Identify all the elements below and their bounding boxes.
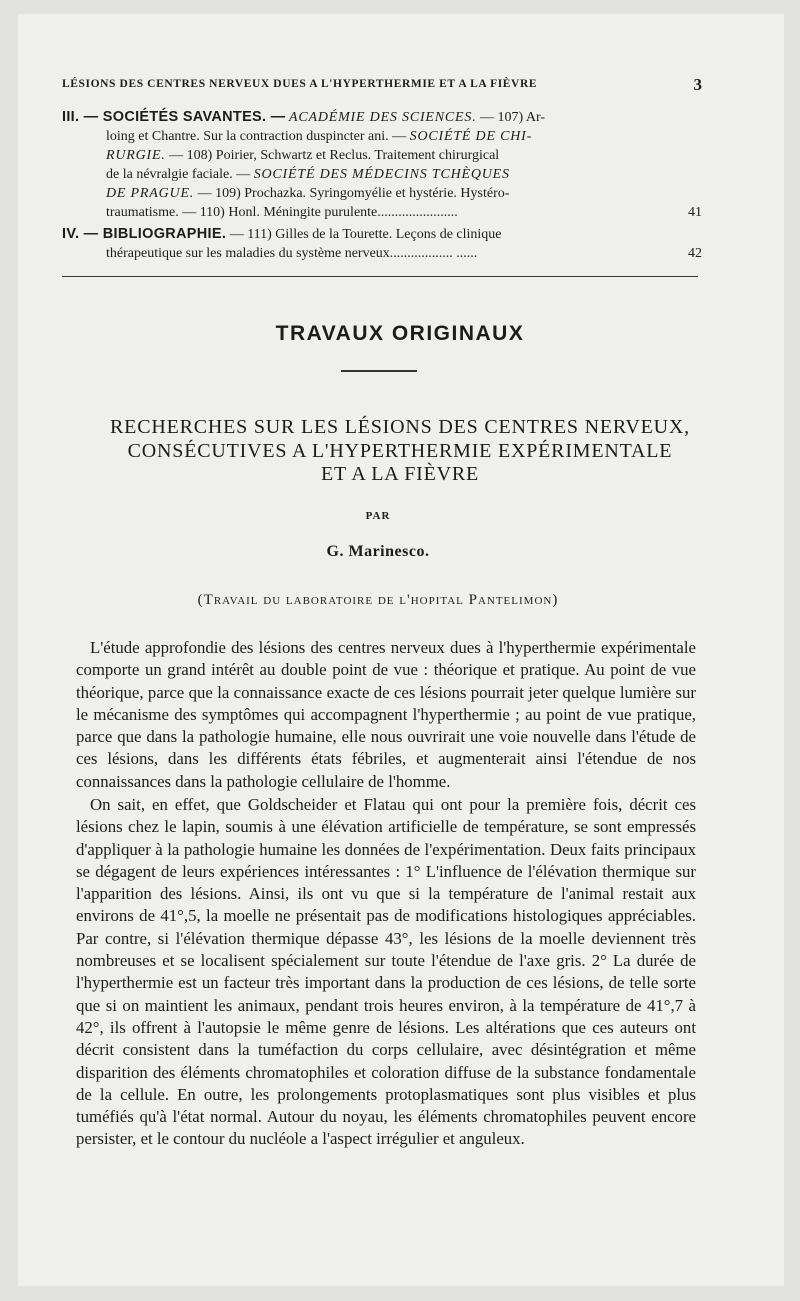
toc-section-4 <box>62 225 702 263</box>
toc-entry-text: — 111) Gilles de la Tourette. Leçons de clinique <box>229 227 502 242</box>
toc-entry-text: thérapeutique sur les maladies du système nerveux.................. ...... <box>106 246 478 261</box>
affiliation <box>0 592 756 609</box>
toc-entry-text: de la névralgie faciale. — <box>106 167 251 182</box>
toc-entry-text: — 108) Poirier, Schwartz et Reclus. Traitement chirurgical <box>169 148 500 163</box>
byline-par: PAR <box>365 510 391 522</box>
toc-line <box>62 127 702 146</box>
toc-line <box>62 203 702 222</box>
toc-section-3 <box>62 108 702 222</box>
toc-line <box>62 225 702 244</box>
paragraph-text: L'étude approfondie des lésions des centres nerveux dues à l'hyperthermie expérimentale comporte un grand intérêt au double point de vue : théorique et pratique. Au point de vue théorique, parce que la connaissance exacte de ces lésions pourrait jeter quelque lumière sur le mécanisme des symptômes qui accompagnent l'hyperthermie ; au point de vue pratique, parce que dans la pathologie humaine, elle nous ouvrirait une voie nouvelle dans l'étude de ces lésions, dans les différents états fébriles, et augmenterait ainsi l'étendue de nos connaissances dans la pathologie cellulaire de l'homme. <box>76 638 696 791</box>
toc-entry-text: loing et Chantre. Sur la contraction duspincter ani. — <box>106 129 407 144</box>
title-rule <box>341 370 417 372</box>
toc-society: SOCIÉTÉ DE CHI- <box>409 129 533 144</box>
toc-society: ACADÉMIE DES SCIENCES. <box>288 110 477 125</box>
body-paragraph <box>76 637 696 793</box>
toc-line <box>62 165 702 184</box>
toc-section-label: IV. — BIBLIOGRAPHIE. <box>62 226 227 242</box>
paragraph-text: On sait, en effet, que Goldscheider et Flatau qui ont pour la première fois, décrit ces lésions chez le lapin, soumis à une élévation artificielle de température, se sont empressés d'appliquer à la pathologie humaine les données de l'expérimentation. Deux faits principaux se dégagent de leurs expériences intéressantes : 1° L'influence de l'élévation thermique sur l'apparition des lésions. Ainsi, ils ont vu que si la température de l'animal restait aux environs de 41°,5, la moelle ne présentait pas de modifications histologiques appréciables. Par contre, si l'élévation thermique dépasse 43°, les lésions de la moelle deviennent très nombreuses et se localisent spécialement sur toute l'étendue de l'axe gris. 2° La durée de l'hyperthermie est un facteur très important dans la production de ces lésions, de telle sorte que si on maintient les animaux, pendant trois heures environ, à la température de 41°,7 à 42°, ils offrent à l'autopsie le même genre de lésions. Les altérations que ces auteurs ont décrit consistent dans la tuméfaction du corps cellulaire, avec désintégration et même disparition des éléments chromatophiles et coloration diffuse de la substance fondamentale de la cellule. En outre, les prolongements protoplasmatiques sont plus visibles et plus tuméfiés qu'à l'état normal. Autour du noyau, les éléments chromatophiles peuvent encore persister, et le contour du nucléole a l'aspect irrégulier et anguleux. <box>76 795 696 1149</box>
running-title: LÉSIONS DES CENTRES NERVEUX DUES A L'HYPERTHERMIE ET A LA FIÈVRE <box>62 78 538 90</box>
section-title: TRAVAUX ORIGINAUX <box>275 322 525 345</box>
running-header <box>62 75 702 94</box>
author-name: G. Marinesco. <box>326 543 430 560</box>
toc-section-label: III. — SOCIÉTÉS SAVANTES. — <box>62 109 286 125</box>
toc-society: RURGIE. <box>106 148 166 163</box>
page-number: 3 <box>693 75 702 94</box>
article-title-line: ET A LA FIÈVRE <box>320 463 480 485</box>
article-title-line: CONSÉCUTIVES A L'HYPERTHERMIE EXPÉRIMENTALE <box>127 440 673 462</box>
toc-line <box>62 244 702 263</box>
toc-entry-text: — 107) Ar- <box>480 110 546 125</box>
separator-rule <box>62 276 698 277</box>
toc-entry-text: — 109) Prochazka. Syringomyélie et hystérie. Hystéro- <box>197 186 510 201</box>
affiliation-text: (Travail du laboratoire de l'hopital Pantelimon) <box>197 592 559 608</box>
article-title-line: RECHERCHES SUR LES LÉSIONS DES CENTRES NERVEUX, <box>110 416 690 438</box>
toc-society: SOCIÉTÉ DES MÉDECINS TCHÈQUES <box>253 167 510 182</box>
toc-entry-text: traumatisme. — 110) Honl. Méningite purulente....................... <box>106 205 458 220</box>
body-paragraph <box>76 794 696 1151</box>
toc-page-number: 41 <box>688 205 702 220</box>
toc-society: DE PRAGUE. <box>106 186 195 201</box>
toc-page-number: 42 <box>688 246 702 261</box>
toc-line <box>62 108 702 127</box>
toc-line <box>62 146 702 165</box>
toc-line <box>62 184 702 203</box>
